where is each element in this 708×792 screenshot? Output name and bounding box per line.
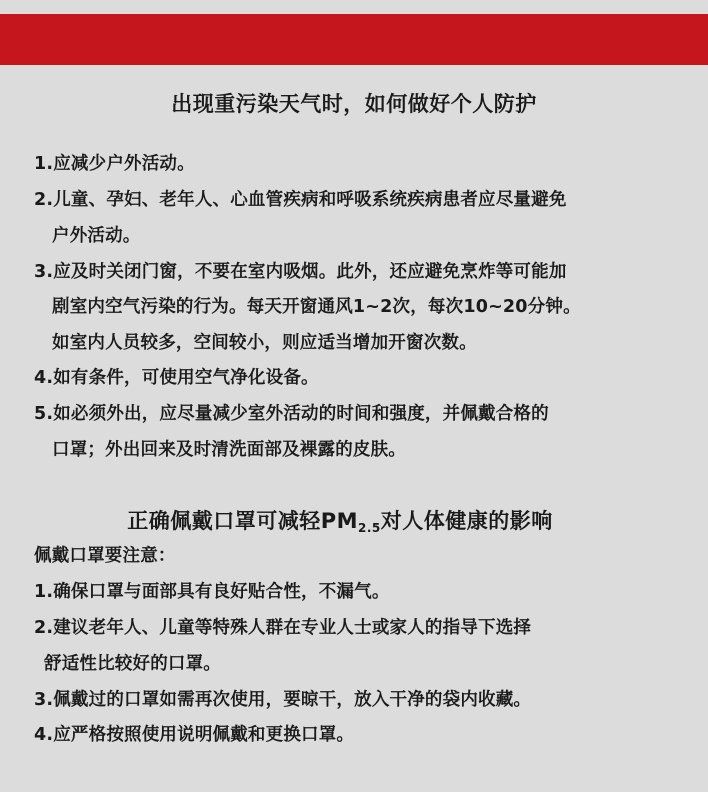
section2-line-1: 1.确保口罩与面部具有良好贴合性，不漏气。 xyxy=(34,582,390,602)
header-red-bar xyxy=(0,14,708,65)
section1-line-5: 剧室内空气污染的行为。每天开窗通风1~2次，每次10~20分钟。 xyxy=(52,297,581,317)
section1-line-9: 口罩；外出回来及时清洗面部及裸露的皮肤。 xyxy=(52,440,406,460)
section2-line-4: 3.佩戴过的口罩如需再次使用，要晾干，放入干净的袋内收藏。 xyxy=(34,690,532,710)
section2-title xyxy=(0,505,680,535)
section2-line-5: 4.应严格按照使用说明佩戴和更换口罩。 xyxy=(34,725,355,745)
section2-title-sub: 2.5 xyxy=(358,521,381,535)
section1-line-7: 4.如有条件，可使用空气净化设备。 xyxy=(34,368,319,388)
section2-line-3: 舒适性比较好的口罩。 xyxy=(44,654,221,674)
section1-line-2: 2.儿童、孕妇、老年人、心血管疾病和呼吸系统疾病患者应尽量避免 xyxy=(34,190,567,210)
section1-line-6: 如室内人员较多，空间较小，则应适当增加开窗次数。 xyxy=(52,333,477,353)
section2-title-pre: 正确佩戴口罩可减轻PM xyxy=(127,509,359,533)
section1-line-3: 户外活动。 xyxy=(52,226,141,246)
section1-line-4: 3.应及时关闭门窗，不要在室内吸烟。此外，还应避免烹炸等可能加 xyxy=(34,262,567,282)
section2-line-2: 2.建议老年人、儿童等特殊人群在专业人士或家人的指导下选择 xyxy=(34,618,532,638)
section2-title-post: 对人体健康的影响 xyxy=(380,509,553,533)
section1-title: 出现重污染天气时，如何做好个人防护 xyxy=(171,92,537,116)
section2-intro: 佩戴口罩要注意： xyxy=(34,546,176,566)
section1-line-1: 1.应减少户外活动。 xyxy=(34,154,195,174)
section1-line-8: 5.如必须外出，应尽量减少室外活动的时间和强度，并佩戴合格的 xyxy=(34,404,549,424)
